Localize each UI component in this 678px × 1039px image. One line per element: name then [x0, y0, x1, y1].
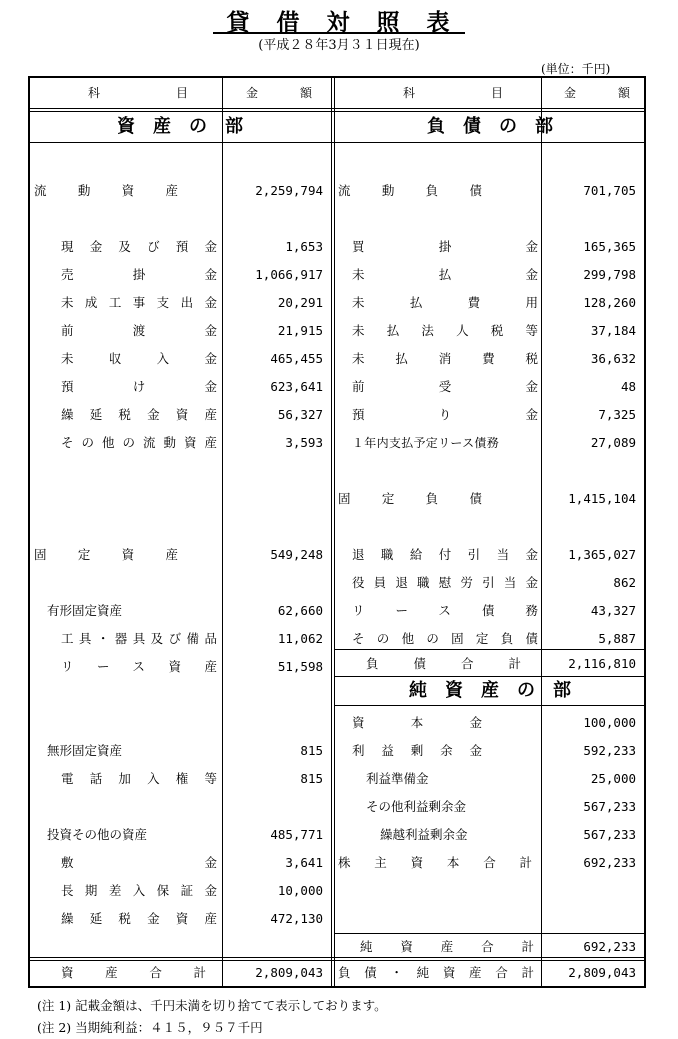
- liability-label: その他の固定負債: [352, 631, 538, 646]
- liability-label: 流動負債: [338, 183, 482, 198]
- header-left-item: 科 目: [88, 86, 188, 100]
- liability-label: １年内支払予定リース債務: [352, 436, 500, 450]
- liability-amount: 1,365,027: [568, 547, 636, 562]
- liability-label: 固定負債: [338, 491, 482, 506]
- equity-label: 利益剰余金: [352, 743, 482, 758]
- liability-amount: 128,260: [583, 295, 636, 310]
- section-net-assets: 純 資 産 の 部: [409, 680, 571, 701]
- unit-label: (単位：千円): [541, 62, 611, 76]
- total-liabilities-amount: 2,116,810: [568, 656, 636, 671]
- equity-label: 資本金: [352, 715, 482, 730]
- asset-label: 売掛金: [61, 267, 217, 282]
- equity-amount: 25,000: [590, 771, 636, 786]
- total-assets-label: 資産合計: [61, 965, 206, 980]
- note-1: (注 1) 記載金額は、千円未満を切り捨てて表示しております。: [37, 998, 387, 1013]
- equity-amount: 567,233: [583, 827, 636, 842]
- asset-label: 敷金: [61, 855, 217, 870]
- net-assets-total-top-rule: [335, 933, 645, 934]
- center-divider: [331, 77, 335, 987]
- asset-label: 預け金: [61, 379, 217, 394]
- section-assets: 資 産 の 部: [117, 116, 243, 137]
- equity-amount: 592,233: [583, 743, 636, 758]
- total-net-assets-amount: 692,233: [583, 939, 636, 954]
- left-amount-divider: [222, 77, 223, 987]
- section-rule: [29, 142, 645, 143]
- asset-amount: 485,771: [270, 827, 323, 842]
- asset-amount: 2,259,794: [255, 183, 323, 198]
- grand-total-rule: [29, 957, 645, 961]
- total-liabilities-and-net-assets-label: 負債・純資産合計: [338, 965, 534, 980]
- asset-amount: 20,291: [277, 295, 323, 310]
- asset-amount: 3,593: [285, 435, 323, 450]
- equity-label: 利益準備金: [366, 771, 429, 786]
- total-liabilities-label: 負債合計: [366, 656, 521, 671]
- asset-amount: 51,598: [277, 659, 323, 674]
- asset-label: 長期差入保証金: [61, 883, 217, 898]
- liability-amount: 299,798: [583, 267, 636, 282]
- liability-amount: 862: [613, 575, 636, 590]
- asset-amount: 549,248: [270, 547, 323, 562]
- asset-label: 流動資産: [34, 183, 178, 198]
- liability-label: 未払費用: [352, 295, 538, 310]
- asset-amount: 815: [300, 771, 323, 786]
- liability-amount: 165,365: [583, 239, 636, 254]
- asset-label: リース資産: [61, 659, 217, 674]
- liability-label: 退職給付引当金: [352, 547, 538, 562]
- asset-amount: 815: [300, 743, 323, 758]
- asset-label: 前渡金: [61, 323, 217, 338]
- liability-amount: 5,887: [598, 631, 636, 646]
- liability-label: 未払消費税: [352, 351, 538, 366]
- asset-amount: 465,455: [270, 351, 323, 366]
- equity-label: 繰越利益剰余金: [380, 827, 468, 842]
- equity-amount: 100,000: [583, 715, 636, 730]
- asset-label: 固定資産: [34, 547, 178, 562]
- document-title: 貸 借 対 照 表: [226, 9, 452, 36]
- balance-sheet-table: [28, 76, 646, 988]
- asset-label: 未収入金: [61, 351, 217, 366]
- liabilities-total-top-rule: [335, 649, 645, 650]
- liability-amount: 43,327: [590, 603, 636, 618]
- asset-label: 電話加入権等: [61, 771, 217, 786]
- asset-amount: 10,000: [277, 883, 323, 898]
- asset-label: 工具・器具及び備品: [61, 631, 217, 646]
- liability-amount: 37,184: [590, 323, 636, 338]
- header-left-amount: 金 額: [246, 86, 312, 100]
- liability-label: 買掛金: [352, 239, 538, 254]
- asset-label: 現金及び預金: [61, 239, 217, 254]
- right-amount-divider: [541, 77, 542, 987]
- header-right-amount: 金 額: [564, 86, 630, 100]
- asset-amount: 3,641: [285, 855, 323, 870]
- note-2: (注 2) 当期純利益：４１５，９５７千円: [37, 1020, 263, 1035]
- total-net-assets-label: 純資産合計: [360, 939, 534, 954]
- equity-label: 株主資本合計: [338, 855, 532, 870]
- liability-label: リース債務: [352, 603, 538, 618]
- asset-label: 有形固定資産: [47, 603, 123, 618]
- liability-label: 役員退職慰労引当金: [352, 575, 538, 590]
- asset-amount: 472,130: [270, 911, 323, 926]
- equity-label: その他利益剰余金: [366, 799, 467, 814]
- document-date: (平成２８年3月３１日現在): [258, 38, 420, 53]
- asset-label: 繰延税金資産: [61, 911, 217, 926]
- liability-amount: 7,325: [598, 407, 636, 422]
- liability-label: 未払金: [352, 267, 538, 282]
- liability-amount: 48: [620, 379, 636, 394]
- total-assets-amount: 2,809,043: [255, 965, 323, 980]
- asset-label: 繰延税金資産: [61, 407, 217, 422]
- equity-amount: 567,233: [583, 799, 636, 814]
- asset-amount: 21,915: [277, 323, 323, 338]
- liability-amount: 36,632: [590, 351, 636, 366]
- asset-amount: 1,653: [285, 239, 323, 254]
- total-liabilities-and-net-assets-amount: 2,809,043: [568, 965, 636, 980]
- asset-amount: 56,327: [277, 407, 323, 422]
- section-liabilities: 負 債 の 部: [427, 116, 553, 137]
- equity-amount: 692,233: [583, 855, 636, 870]
- asset-label: 未成工事支出金: [61, 295, 217, 310]
- asset-amount: 11,062: [277, 631, 323, 646]
- liability-amount: 701,705: [583, 183, 636, 198]
- liability-amount: 1,415,104: [568, 491, 636, 506]
- liability-label: 前受金: [352, 379, 538, 394]
- asset-amount: 62,660: [277, 603, 323, 618]
- liability-amount: 27,089: [590, 435, 636, 450]
- liability-label: 預り金: [352, 407, 538, 422]
- asset-amount: 623,641: [270, 379, 323, 394]
- asset-label: 投資その他の資産: [47, 827, 148, 842]
- asset-label: 無形固定資産: [47, 743, 123, 758]
- liability-label: 未払法人税等: [352, 323, 538, 338]
- asset-amount: 1,066,917: [255, 267, 323, 282]
- header-right-item: 科 目: [403, 86, 503, 100]
- asset-label: その他の流動資産: [61, 435, 217, 450]
